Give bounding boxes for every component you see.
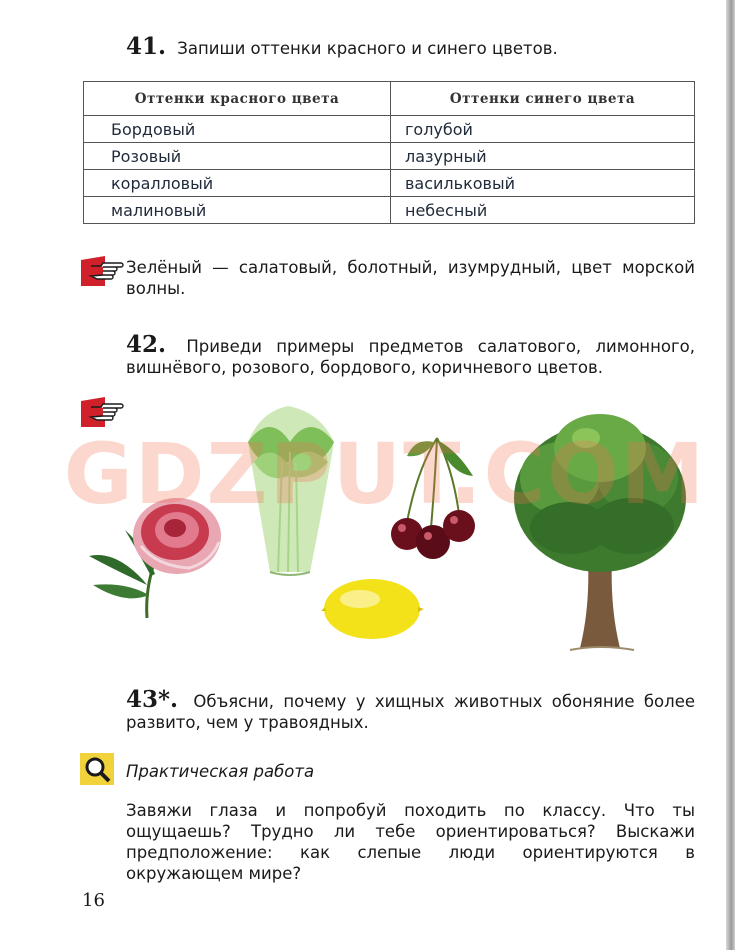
exercise-42-text: Приведи примеры предметов салатового, лимонного, вишнёвого, розового, бордового, коричневого цветов.	[126, 337, 695, 377]
exercise-41-text: Запиши оттенки красного и синего цветов.	[177, 39, 558, 58]
tree-illustration	[510, 408, 690, 658]
red-shade-cell[interactable]: малиновый	[84, 197, 391, 224]
pointing-hand-icon	[81, 397, 125, 427]
red-shade-cell[interactable]: Бордовый	[84, 116, 391, 143]
table-row	[84, 170, 695, 197]
page-number: 16	[82, 890, 105, 911]
hint-green-shades: Зелёный — салатовый, болотный, изумрудный, цвет морской волны.	[126, 258, 695, 298]
red-shade-cell[interactable]: коралловый	[84, 170, 391, 197]
magnifier-icon	[80, 753, 114, 785]
exercise-43-text: Объясни, почему у хищных животных обоняние более развито, чем у травоядных.	[126, 692, 696, 732]
rose-illustration	[85, 490, 225, 620]
shades-table	[83, 81, 695, 224]
watermark: GDZPUT.COM	[63, 425, 707, 523]
table-header-row	[84, 82, 695, 116]
practical-work-title: Практическая работа	[126, 762, 315, 781]
cherries-illustration	[387, 430, 482, 560]
blue-shade-cell[interactable]: лазурный	[391, 143, 695, 170]
pointing-hand-icon	[81, 256, 125, 286]
page-edge	[726, 0, 735, 950]
blue-shade-cell[interactable]: васильковый	[391, 170, 695, 197]
red-shade-cell[interactable]: Розовый	[84, 143, 391, 170]
exercise-43	[126, 686, 696, 733]
exercise-41-number: 41.	[126, 33, 167, 60]
exercise-42-number: 42.	[126, 331, 167, 358]
table-row	[84, 143, 695, 170]
chinese-cabbage-illustration	[240, 402, 340, 577]
table-row	[84, 197, 695, 224]
table-row	[84, 116, 695, 143]
blue-shade-cell[interactable]: голубой	[391, 116, 695, 143]
exercise-42	[126, 331, 695, 378]
blue-shade-cell[interactable]: небесный	[391, 197, 695, 224]
lemon-illustration	[320, 573, 425, 645]
header-red-shades: Оттенки красного цвета	[84, 82, 391, 116]
header-blue-shades: Оттенки синего цвета	[391, 82, 695, 116]
exercise-43-number: 43*.	[126, 686, 179, 713]
exercise-41	[126, 33, 558, 60]
practical-work-text: Завяжи глаза и попробуй походить по классу. Что ты ощущаешь? Трудно ли тебе ориентироваться? Выскажи предположение: как слепые люди ориентируются в окружающем мире?	[126, 801, 695, 883]
